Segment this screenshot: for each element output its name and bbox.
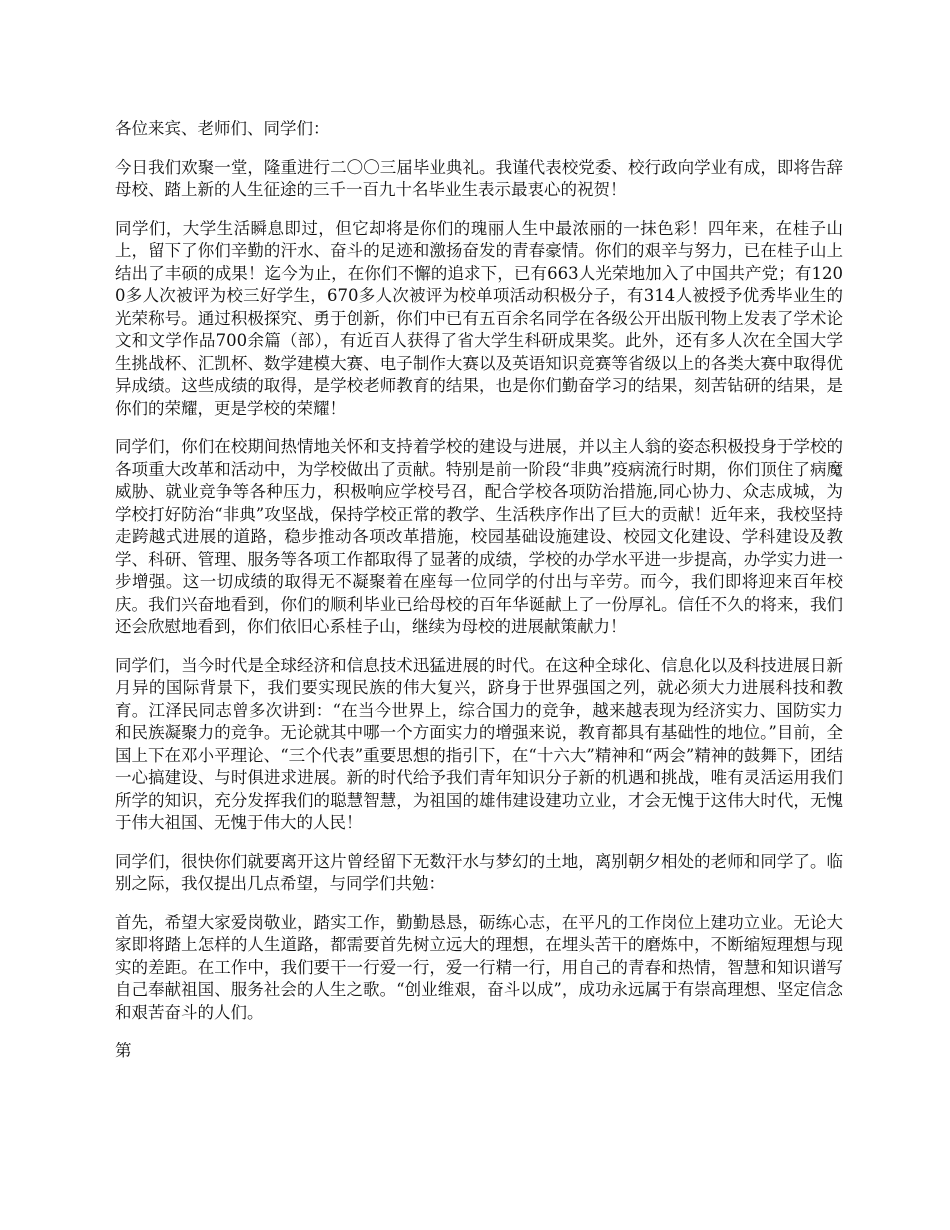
era-paragraph: 同学们，当今时代是全球经济和信息技术迅猛进展的时代。在这种全球化、信息化以及科技进展日新月异的国际背景下，我们要实现民族的伟大复兴，跻身于世界强国之列，就必须大力进展科技和教育。江泽民同志曾多次讲到：“在当今世界上，综合国力的竞争，越来越表现为经济实力、国防实力和民族凝聚力的竞争。无论就其中哪一个方面实力的增强来说，教育都具有基础性的地位。”目前，全国上下在邓小平理论、“三个代表”重要思想的指引下，在“十六大”精神和“两会”精神的鼓舞下，团结一心搞建设、与时俱进求进展。新的时代给予我们青年知识分子新的机遇和挑战，唯有灵活运用我们所学的知识，充分发挥我们的聪慧智慧，为祖国的雄伟建设建功立业，才会无愧于这伟大时代，无愧于伟大祖国、无愧于伟大的人民！ [115, 655, 843, 832]
opening-paragraph: 今日我们欢聚一堂，隆重进行二〇〇三届毕业典礼。我谨代表校党委、校行政向学业有成，即将告辞母校、踏上新的人生征途的三千一百九十名毕业生表示最衷心的祝贺！ [115, 157, 843, 199]
trailing-text: 第 [115, 1041, 132, 1060]
achievements-paragraph: 同学们，大学生活瞬息即过，但它却将是你们的瑰丽人生中最浓丽的一抹色彩！四年来，在桂子山上，留下了你们辛勤的汗水、奋斗的足迹和激扬奋发的青春豪情。你们的艰辛与努力，已在桂子山上结出了丰硕的成果！迄今为止，在你们不懈的追求下，已有663人光荣地加入了中国共产党；有1200多人次被评为校三好学生，670多人次被评为校单项活动积极分子，有314人被授予优秀毕业生的光荣称号。通过积极探究、勇于创新，你们中已有五百余名同学在各级公开出版刊物上发表了学术论文和文学作品700余篇（部），有近百人获得了省大学生科研成果奖。此外，还有多人次在全国大学生挑战杯、汇凯杯、数学建模大赛、电子制作大赛以及英语知识竞赛等省级以上的各类大赛中取得优异成绩。这些成绩的取得，是学校老师教育的结果，也是你们勤奋学习的结果，刻苦钻研的结果，是你们的荣耀，更是学校的荣耀！ [115, 218, 843, 418]
document-body [115, 118, 843, 1079]
farewell-paragraph: 同学们，很快你们就要离开这片曾经留下无数汗水与梦幻的土地，离别朝夕相处的老师和同学了。临别之际，我仅提出几点希望，与同学们共勉： [115, 851, 843, 893]
greeting-paragraph: 各位来宾、老师们、同学们： [115, 119, 330, 138]
contribution-paragraph: 同学们，你们在校期间热情地关怀和支持着学校的建设与进展，并以主人翁的姿态积极投身于学校的各项重大改革和活动中，为学校做出了贡献。特别是前一阶段“非典”疫病流行时期，你们顶住了病魔威胁、就业竞争等各种压力，积极响应学校号召，配合学校各项防治措施,同心协力、众志成城，为学校打好防治“非典”攻坚战，保持学校正常的教学、生活秩序作出了巨大的贡献！近年来，我校坚持走跨越式进展的道路，稳步推动各项改革措施，校园基础设施建设、校园文化建设、学科建设及教学、科研、管理、服务等各项工作都取得了显著的成绩，学校的办学水平进一步提高，办学实力进一步增强。这一切成绩的取得无不凝聚着在座每一位同学的付出与辛劳。而今，我们即将迎来百年校庆。我们兴奋地看到，你们的顺利毕业已给母校的百年华诞献上了一份厚礼。信任不久的将来，我们还会欣慰地看到，你们依旧心系桂子山，继续为母校的进展献策献力！ [115, 437, 843, 636]
first-hope-paragraph: 首先，希望大家爱岗敬业，踏实工作，勤勤恳恳，砺练心志，在平凡的工作岗位上建功立业。无论大家即将踏上怎样的人生道路，都需要首先树立远大的理想，在埋头苦干的磨炼中，不断缩短理想与现实的差距。在工作中，我们要干一行爱一行，爱一行精一行，用自己的青春和热情，智慧和知识谱写自己奉献祖国、服务社会的人生之歌。“创业维艰，奋斗以成”，成功永远属于有崇高理想、坚定信念和艰苦奋斗的人们。 [115, 912, 843, 1022]
